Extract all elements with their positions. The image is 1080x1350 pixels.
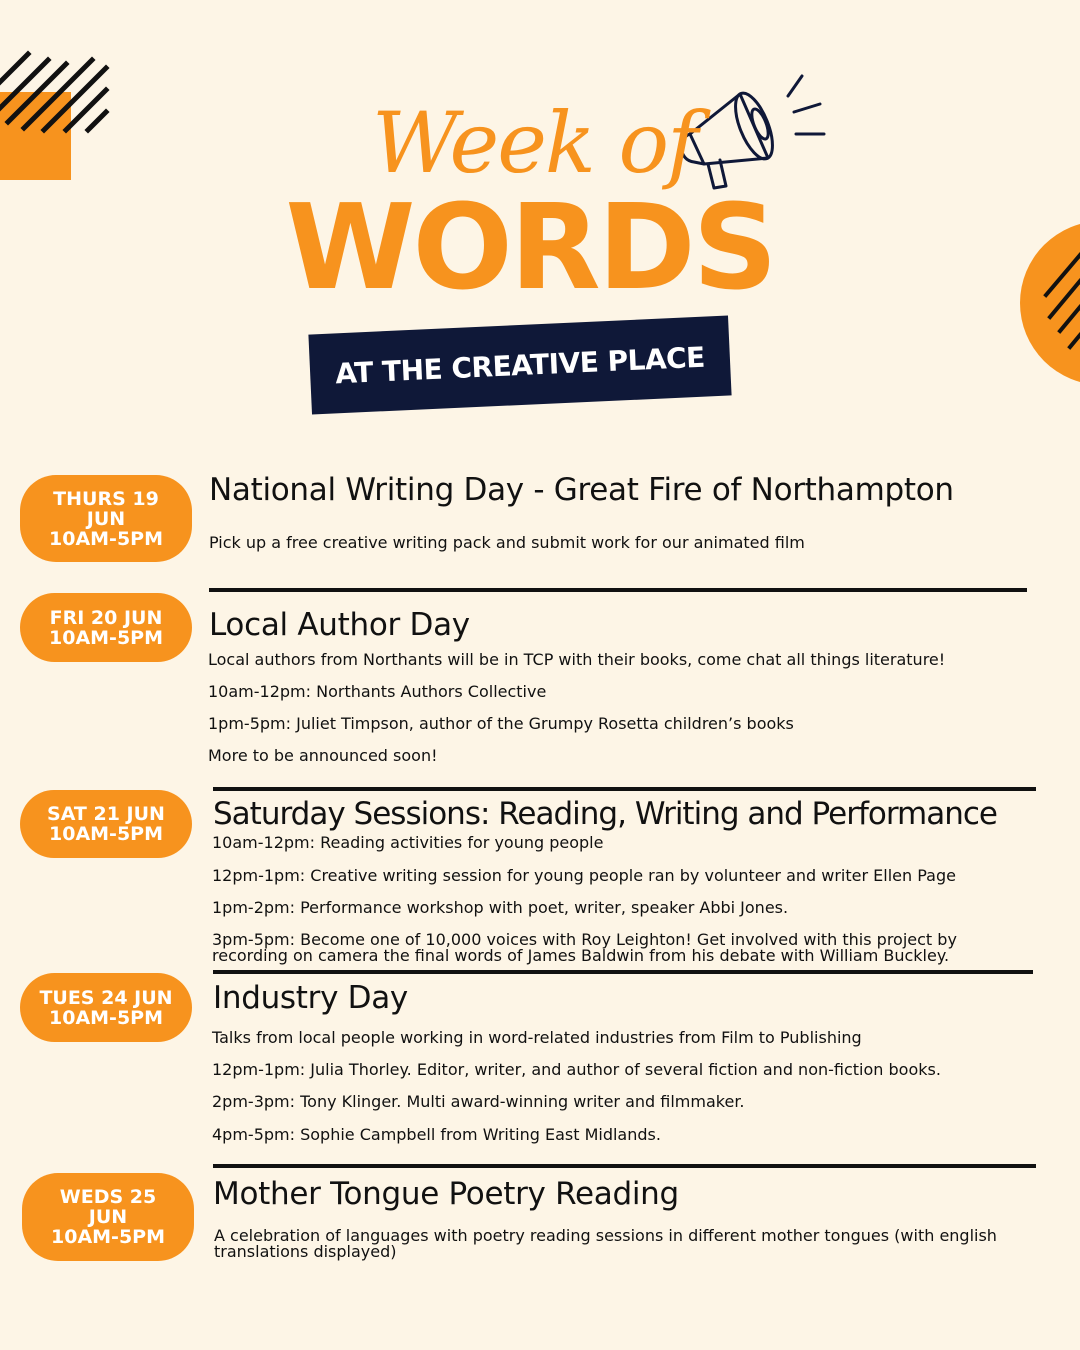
date-line: 10AM-5PM <box>49 626 163 649</box>
divider <box>213 787 1036 791</box>
event-detail: 3pm-5pm: Become one of 10,000 voices with Roy Leighton! Get involved with this project by recording on camera the final words of James Baldwin from his debate with William Buckley. <box>212 930 957 965</box>
event-detail: 1pm-2pm: Performance workshop with poet, writer, speaker Abbi Jones. <box>212 898 789 917</box>
date-line: JUN <box>86 507 126 530</box>
title-script: Week of <box>372 94 697 192</box>
event-detail: Talks from local people working in word-related industries from Film to Publishing <box>212 1028 862 1047</box>
date-line: SAT 21 JUN <box>47 803 165 825</box>
date-badge <box>22 1173 194 1261</box>
location-banner <box>308 316 731 415</box>
date-line: WEDS 25 <box>59 1186 157 1208</box>
date-line: TUES 24 JUN <box>39 986 173 1009</box>
event-title: Local Author Day <box>209 607 470 643</box>
event-title: National Writing Day - Great Fire of Northampton <box>209 472 954 508</box>
date-line: 10AM-5PM <box>49 823 163 845</box>
event-detail: 1pm-5pm: Juliet Timpson, author of the Grumpy Rosetta children’s books <box>208 714 794 733</box>
event-detail: Local authors from Northants will be in TCP with their books, come chat all things literature! <box>208 650 946 669</box>
event-detail: 10am-12pm: Reading activities for young people <box>212 833 604 852</box>
divider <box>213 970 1033 974</box>
divider <box>213 1164 1036 1168</box>
date-badge <box>20 973 192 1042</box>
event-detail: 12pm-1pm: Creative writing session for young people ran by volunteer and writer Ellen Page <box>212 866 956 885</box>
date-line: FRI 20 JUN <box>49 606 163 629</box>
date-line: THURS 19 <box>53 487 159 510</box>
date-line: JUN <box>88 1206 128 1228</box>
event-detail: A celebration of languages with poetry reading sessions in different mother tongues (with english translations displayed) <box>214 1226 997 1261</box>
decorative-stripes-square <box>0 50 110 180</box>
decorative-stripes-circle <box>1020 215 1080 390</box>
date-line: 10AM-5PM <box>51 1226 165 1248</box>
date-line: 10AM-5PM <box>49 1006 163 1029</box>
event-title: Saturday Sessions: Reading, Writing and Performance <box>213 796 998 832</box>
event-detail: 12pm-1pm: Julia Thorley. Editor, writer, and author of several fiction and non-fiction books. <box>212 1060 941 1079</box>
event-detail: Pick up a free creative writing pack and submit work for our animated film <box>209 533 805 552</box>
date-badge <box>20 593 192 662</box>
event-detail: More to be announced soon! <box>208 746 438 765</box>
divider <box>209 588 1027 592</box>
event-detail: 2pm-3pm: Tony Klinger. Multi award-winning writer and filmmaker. <box>212 1092 745 1111</box>
event-title: Industry Day <box>213 980 408 1016</box>
date-badge <box>20 475 192 562</box>
page-title: WORDS <box>285 178 775 316</box>
event-detail: 10am-12pm: Northants Authors Collective <box>208 682 547 701</box>
date-badge <box>20 790 192 858</box>
banner-text: AT THE CREATIVE PLACE <box>334 340 706 390</box>
event-title: Mother Tongue Poetry Reading <box>213 1176 679 1212</box>
event-detail: 4pm-5pm: Sophie Campbell from Writing East Midlands. <box>212 1125 661 1144</box>
date-line: 10AM-5PM <box>49 527 163 550</box>
